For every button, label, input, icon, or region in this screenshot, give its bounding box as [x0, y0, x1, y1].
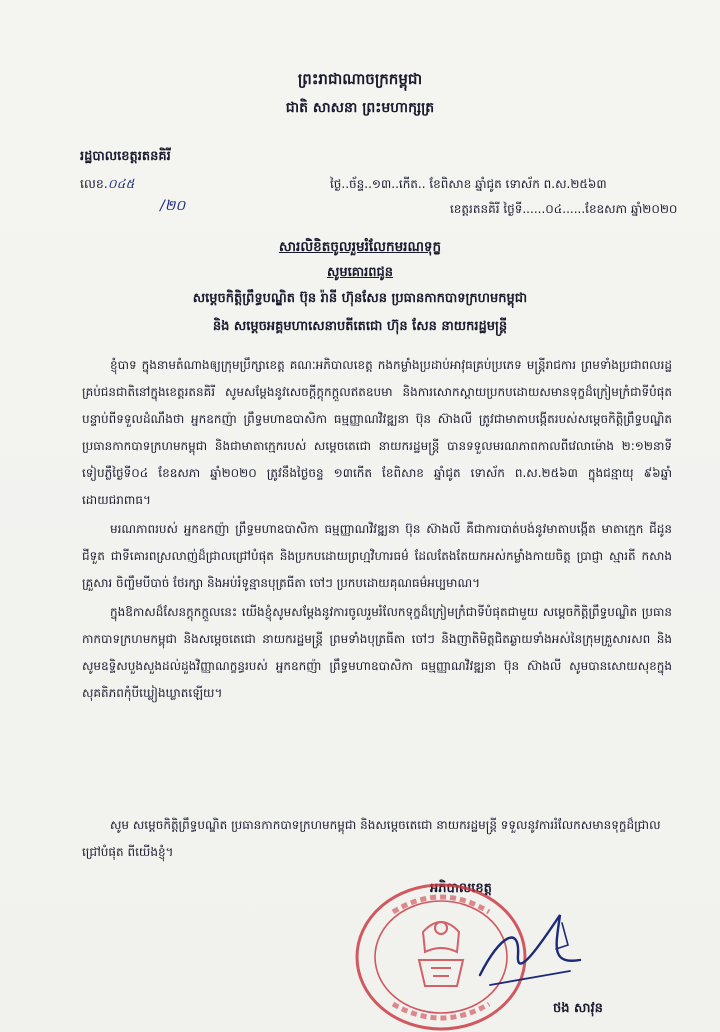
solar-date: ខេត្តរតនគិរី ថ្ងៃទី......០៤......ខែឧសភា ឆ្នាំ២០២០	[450, 202, 678, 216]
reference-number	[80, 176, 134, 195]
reference-label: លេខ.	[80, 176, 108, 191]
body-paragraph: ក្នុងឱកាសដ៏សែនក្តុកក្តួលនេះ យើងខ្ញុំសូមសម្តែងនូវការចូលរួមរំលែកទុក្ខដ៏ក្រៀមក្រំជាទីបំផុតជាមួយ សម្តេចកិត្តិព្រឹទ្ធបណ្ឌិត ប្រធានកាកបាទក្រហមកម្ពុជា និងសម្តេចតេជោ នាយករដ្ឋមន្ត្រី ព្រមទាំងបុត្រធីតា ចៅៗ និងញាតិមិត្តជិតឆ្ងាយទាំងអស់នៃក្រុមគ្រួសារសព និងសូមឧទ្ទិសបួងសួងដល់ដួងវិញ្ញាណក្ខន្ធរបស់ អ្នកឧកញ៉ា ព្រឹទ្ធមហាឧបាសិកា ធម្មញ្ញាណវិវឌ្ឍនា ប៊ុន ស៊ាងលី សូមបានសោយសុខក្នុងសុគតិភពកុំបីឃ្លៀងឃ្លាតឡើយ។	[82, 605, 672, 700]
recipient-line-2: និង សម្តេចអគ្គមហាសេនាបតីតេជោ ហ៊ុន សែន នាយករដ្ឋមន្ត្រី	[212, 319, 508, 334]
reference-handwritten-number: ០៤៥	[107, 176, 135, 191]
body-paragraph: ខ្ញុំបាទ ក្នុងនាមតំណាងឲ្យក្រុមប្រឹក្សាខេត្ត គណៈអភិបាលខេត្ត កងកម្លាំងប្រដាប់អាវុធគ្រប់ប្រភេទ មន្ត្រីរាជការ ព្រមទាំងប្រជាពលរដ្ឋគ្រប់ជនជាតិនៅក្នុងខេត្តរតនគិរី សូមសម្តែងនូវសេចក្តីក្តុកក្តួលឥតឧបមា និងការសោកស្តាយប្រកបដោយសមានទុក្ខដ៏ក្រៀមក្រំជាទីបំផុត បន្ទាប់ពីទទួលដំណឹងថា អ្នកឧកញ៉ា ព្រឹទ្ធមហាឧបាសិកា ធម្មញ្ញាណវិវឌ្ឍនា ប៊ុន ស៊ាងលី ត្រូវជាមាតាបង្កើតរបស់សម្តេចកិត្តិព្រឹទ្ធបណ្ឌិត ប្រធានកាកបាទក្រហមកម្ពុជា និងជាមាតាក្មេករបស់ សម្តេចតេជោ នាយករដ្ឋមន្ត្រី បានទទួលមរណភាពកាលពីវេលាម៉ោង ២:១២នាទី ទៀបភ្លឺថ្ងៃទី០៤ ខែឧសភា ឆ្នាំ២០២០ ត្រូវនឹងថ្ងៃចន្ទ ១៣កើត ខែពិសាខ ឆ្នាំជូត ទោស័ក ព.ស.២៥៦៣ ក្នុងជន្មាយុ ៩៦ឆ្នាំ ដោយជរាពាធ។	[82, 358, 672, 507]
letter-body	[82, 352, 672, 709]
handwritten-signature	[460, 905, 590, 995]
letter-title: សារលិខិតចូលរួមរំលែកមរណទុក្ខ	[278, 239, 442, 255]
body-paragraph: មរណភាពរបស់ អ្នកឧកញ៉ា ព្រឹទ្ធមហាឧបាសិកា ធម្មញ្ញាណវិវឌ្ឍនា ប៊ុន ស៊ាងលី គឺជាការបាត់បង់នូវមាតាបង្កើត មាតាក្មេក ជីដូន ជីទួត ជាទីគោរពស្រលាញ់ដ៏ជ្រាលជ្រៅបំផុត និងប្រកបដោយព្រហ្មវិហារធម៌ ដែលតែងតែយកអស់កម្លាំងកាយចិត្ត ប្រាជ្ញា ស្មារតី កសាងគ្រួសារ ចិញ្ចឹមបីបាច់ ថែរក្សា និងអប់រំទូន្មានបុត្រធីតា ចៅៗ ប្រកបដោយគុណធម៌អប្បមាណ។	[82, 522, 672, 590]
closing-paragraph: សូម សម្តេចកិត្តិព្រឹទ្ធបណ្ឌិត ប្រធានកាកបាទក្រហមកម្ពុជា និងសម្តេចតេជោ នាយករដ្ឋមន្ត្រី ទទួលនូវការរំលែកសមានទុក្ខដ៏ជ្រាលជ្រៅបំផុត ពីយើងខ្ញុំ។	[82, 818, 661, 859]
national-motto: ជាតិ សាសនា ព្រះមហាក្សត្រ	[285, 100, 435, 116]
recipient-line-1: សម្តេចកិត្តិព្រឹទ្ធបណ្ឌិត ប៊ុន រ៉ានី ហ៊ុនសែន ប្រធានកាកបាទក្រហមកម្ពុជា	[192, 291, 528, 306]
lunar-date: ថ្ងៃ..ច័ន្ទ..១៣..កើត.. ខែពិសាខ ឆ្នាំជូត ទោស័ក ព.ស.២៥៦៣	[330, 177, 607, 191]
issuing-authority: រដ្ឋបាលខេត្តរតនគិរី	[80, 149, 171, 164]
salutation: សូមគោរពជូន	[326, 265, 393, 280]
signatory-title: អភិបាលខេត្ត	[430, 881, 492, 896]
signatory-name: ថង សាវុន	[553, 1001, 603, 1016]
kingdom-header: ព្រះរាជាណាចក្រកម្ពុជា	[297, 70, 423, 88]
reference-suffix: /២០	[160, 198, 186, 214]
